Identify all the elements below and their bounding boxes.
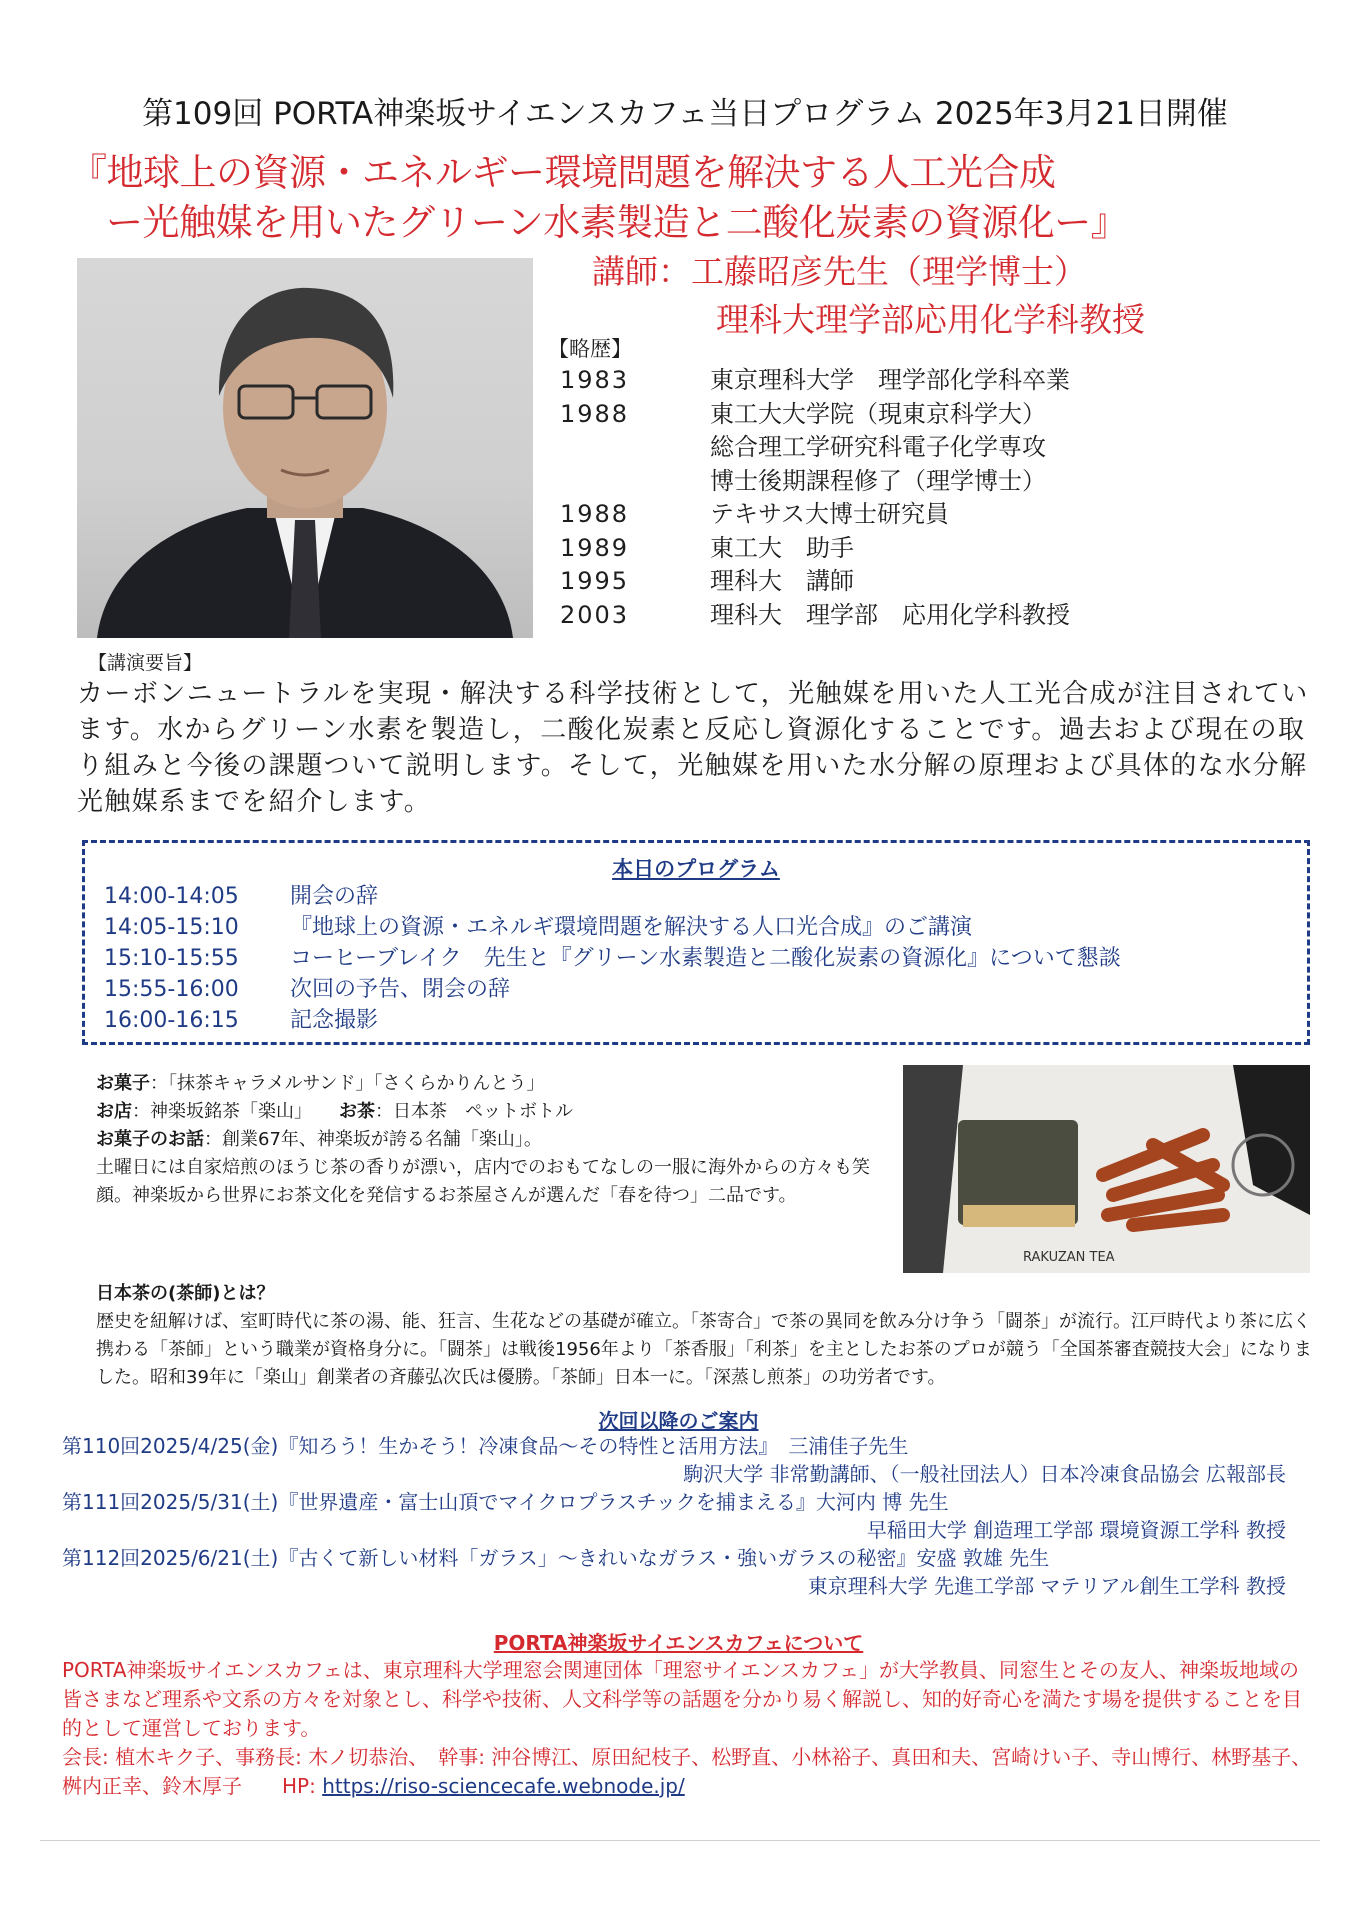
bio-row (560, 498, 1070, 532)
tea-section (96, 1280, 1321, 1392)
program-time: 16:00-16:15 (104, 1008, 239, 1033)
program-time: 14:05-15:10 (104, 915, 239, 940)
sweets-photo-illustration (903, 1065, 1310, 1273)
summary-text: カーボンニュートラルを実現・解決する科学技術として，光触媒を用いた人工光合成が注目されています。水からグリーン水素を製造し，二酸化炭素と反応し資源化することです。過去および現在の取り組みと今後の課題ついて説明します。そして，光触媒を用いた水分解の原理および具体的な水分解光触媒系までを紹介します。 (77, 679, 1309, 817)
bio-heading: 【略歴】 (548, 337, 632, 361)
hp-label: HP: (282, 1774, 316, 1798)
program-time: 15:10-15:55 (104, 946, 239, 971)
lecturer-portrait-illustration (77, 258, 533, 638)
next-event-title: 第110回2025/4/25(金)『知ろう！生かそう！冷凍食品～その特性と活用方法』 三浦佳子先生 (62, 1434, 909, 1458)
program-item (104, 974, 1121, 1005)
program-item (104, 881, 1121, 912)
staff-list (62, 1743, 1312, 1801)
bio-text: 東工大 助手 (710, 533, 854, 562)
sweets-story-value: ：創業67年、神楽坂が誇る名舗「楽山」。 (204, 1129, 542, 1150)
lecturer-name: 講師：工藤昭彦先生（理学博士） (592, 252, 1087, 291)
next-events-list (62, 1432, 1322, 1600)
summary-heading: 【講演要旨】 (88, 652, 203, 674)
bio-list (560, 364, 1070, 632)
shop-label: お店 (96, 1101, 132, 1122)
bio-row (560, 532, 1070, 566)
bio-row (560, 465, 1070, 499)
about-heading: PORTA神楽坂サイエンスカフェについて (493, 1631, 864, 1655)
program-time: 14:00-14:05 (104, 884, 239, 909)
about-text (62, 1656, 1302, 1743)
bio-text: 東工大大学院（現東京科学大） (710, 399, 1046, 428)
about-body: PORTA神楽坂サイエンスカフェは、東京理科大学理窓会関連団体「理窓サイエンスカフェ」が大学教員、同窓生とその友人、神楽坂地域の皆さまなど理系や文系の方々を対象とし、科学や技術、人文科学等の話題を分かり易く解説し、知的好奇心を満たす場を提供することを目的として運営しております。 (62, 1658, 1302, 1740)
bio-row (560, 364, 1070, 398)
sweets-story-text: 土曜日には自家焙煎のほうじ茶の香りが漂い，店内でのおもてなしの一服に海外からの方々も笑顔。神楽坂から世界にお茶文化を発信するお茶屋さんが選んだ「春を待つ」二品です。 (96, 1157, 870, 1206)
program-text: 開会の辞 (290, 884, 379, 909)
program-item (104, 912, 1121, 943)
bio-text: 理科大 理学部 応用化学科教授 (710, 600, 1070, 629)
program-time: 15:55-16:00 (104, 977, 239, 1002)
bio-text: 博士後期課程修了（理学博士） (710, 466, 1046, 495)
next-event-title: 第112回2025/6/21(土)『古くて新しい材料「ガラス」～きれいなガラス・強いガラスの秘密』安盛 敦雄 先生 (62, 1546, 1050, 1570)
bottom-rule (40, 1840, 1320, 1841)
lecturer-affiliation: 理科大理学部応用化学科教授 (716, 300, 1145, 339)
bio-text: 理科大 講師 (710, 567, 854, 595)
program-text: 記念撮影 (290, 1008, 379, 1033)
sweets-photo-caption: RAKUZAN TEA (1023, 1250, 1115, 1265)
bio-year: 1995 (560, 567, 630, 595)
bio-year: 1988 (560, 399, 630, 428)
bio-text: 総合理工学研究科電子化学専攻 (710, 433, 1046, 461)
next-event-title: 第111回2025/5/31(土)『世界遺産・富士山頂でマイクロプラスチックを捕まえる』大河内 博 先生 (62, 1490, 949, 1514)
sweets-label: お菓子 (96, 1073, 150, 1094)
program-text: 『地球上の資源・エネルギ環境問題を解決する人口光合成』のご講演 (290, 915, 973, 940)
lecture-title-line1: 『地球上の資源・エネルギー環境問題を解決する人工光合成 (70, 151, 1056, 194)
page-header: 第109回 PORTA神楽坂サイエンスカフェ当日プログラム 2025年3月21日開催 (142, 96, 1228, 132)
bio-row (560, 398, 1070, 432)
tea-value: ：日本茶 ペットボトル (375, 1101, 573, 1122)
program-title: 本日のプログラム (612, 857, 780, 881)
bio-row (560, 599, 1070, 633)
program-list (104, 881, 1121, 1036)
program-item (104, 943, 1121, 974)
bio-row (560, 565, 1070, 599)
sweets-value: ：「抹茶キャラメルサンド」「さくらかりんとう」 (150, 1073, 545, 1094)
bio-row (560, 431, 1070, 465)
next-events-heading: 次回以降のご案内 (598, 1409, 759, 1433)
program-text: 次回の予告、閉会の辞 (290, 977, 511, 1002)
bio-year: 1989 (560, 533, 630, 562)
tea-heading: 日本茶の(茶師)とは？ (96, 1283, 275, 1304)
bio-text: テキサス大博士研究員 (710, 500, 950, 528)
bio-year: 1983 (560, 366, 630, 394)
lecture-title-line2: ー光触媒を用いたグリーン水素製造と二酸化炭素の資源化ー』 (106, 201, 1128, 244)
bio-year (560, 465, 710, 499)
staff-text: 会長: 植木キク子、事務長: 木ノ切恭治、 幹事: 沖谷博江、原田紀枝子、松野直、小林裕子、真田和夫、宮崎けい子、寺山博行、林野基子、桝内正幸、鈴木厚子 (62, 1745, 1312, 1798)
program-item (104, 1005, 1121, 1036)
website-link[interactable]: https://riso-sciencecafe.webnode.jp/ (322, 1774, 685, 1798)
tea-label: お茶 (339, 1101, 375, 1122)
bio-text: 東京理科大学 理学部化学科卒業 (710, 366, 1070, 394)
program-text: コーヒーブレイク 先生と『グリーン水素製造と二酸化炭素の資源化』について懇談 (290, 946, 1121, 971)
next-event-speaker: 東京理科大学 先進工学部 マテリアル創生工学科 教授 (807, 1574, 1286, 1598)
next-event-speaker: 早稲田大学 創造理工学部 環境資源工学科 教授 (866, 1518, 1286, 1542)
sweets-section (96, 1070, 894, 1210)
bio-year: 1988 (560, 500, 630, 528)
sweets-photo (903, 1065, 1310, 1273)
bio-year (560, 431, 710, 465)
next-event-speaker: 駒沢大学 非常勤講師、（一般社団法人）日本冷凍食品協会 広報部長 (683, 1462, 1286, 1486)
lecturer-photo (77, 258, 533, 638)
bio-year: 2003 (560, 600, 630, 629)
sweets-story-label: お菓子のお話 (96, 1129, 204, 1150)
shop-value: ：神楽坂銘茶「楽山」 (132, 1101, 303, 1122)
tea-text: 歴史を紐解けば、室町時代に茶の湯、能、狂言、生花などの基礎が確立。「茶寄合」で茶の異同を飲み分け争う「闘茶」が流行。江戸時代より茶に広く携わる「茶師」という職業が資格身分に。「闘茶」は戦後1956年より「茶香服」「利茶」を主としたお茶のプロが競う「全国茶審査競技大会」になりました。昭和39年に「楽山」創業者の斉藤弘次氏は優勝。「茶師」日本一に。「深蒸し煎茶」の功労者です。 (96, 1311, 1312, 1388)
